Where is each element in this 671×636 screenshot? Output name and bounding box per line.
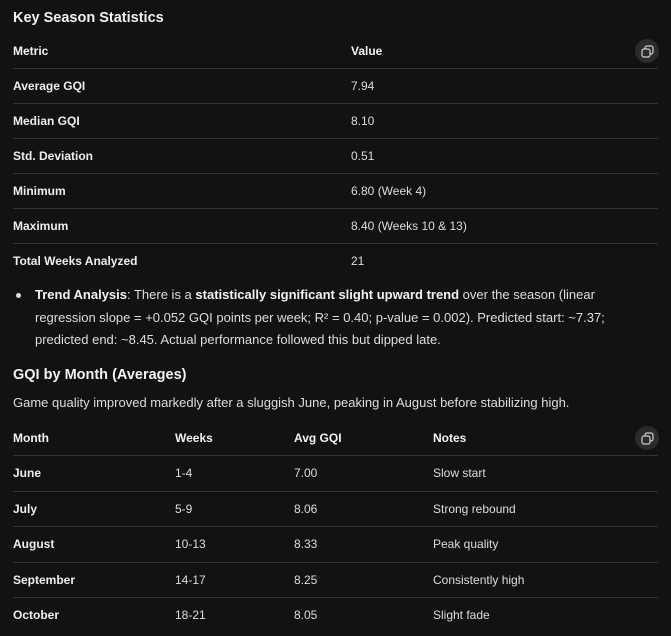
notes-cell: Peak quality (433, 537, 499, 551)
avg-gqi-cell: 7.00 (294, 466, 318, 480)
notes-cell: Slight fade (433, 608, 490, 622)
value-cell: 6.80 (Week 4) (351, 184, 427, 198)
table-row (13, 69, 658, 104)
trend-text-2: over the season (linear regression slope = +0.052 GQI points per week; R² = 0.40; p-value = 0.002). Predicted start: ~7.37; predicted end: ~8.45. Actual performance followed this but dipped late. (35, 287, 605, 347)
metric-cell: Maximum (13, 219, 69, 233)
value-cell: 7.94 (351, 79, 375, 93)
table-row (13, 174, 658, 209)
value-cell: 8.10 (351, 114, 375, 128)
month-table (13, 421, 658, 633)
copy-table-button[interactable] (635, 39, 659, 63)
trend-emphasis: statistically significant slight upward trend (195, 287, 460, 302)
notes-cell: Consistently high (433, 572, 525, 587)
copy-table-button[interactable] (635, 426, 659, 450)
table-row (13, 139, 658, 174)
copy-icon (641, 432, 654, 445)
weeks-cell: 14-17 (175, 572, 206, 587)
column-header-metric: Metric (13, 44, 49, 58)
weeks-cell: 5-9 (175, 501, 193, 516)
table-row (13, 104, 658, 139)
trend-analysis-bullet (13, 284, 653, 352)
month-cell: September (13, 572, 76, 587)
column-header-value: Value (351, 44, 383, 58)
table-row (13, 456, 658, 492)
trend-text-1: : There is a (127, 287, 196, 302)
table-row (13, 598, 658, 633)
month-cell: July (13, 501, 38, 516)
metric-cell: Total Weeks Analyzed (13, 254, 138, 268)
column-header-weeks: Weeks (175, 431, 213, 445)
trend-label: Trend Analysis (35, 287, 127, 302)
notes-cell: Strong rebound (433, 501, 516, 516)
month-cell: June (13, 466, 42, 480)
column-header-avg-gqi: Avg GQI (294, 431, 342, 445)
bullet-icon (16, 293, 21, 298)
value-cell: 21 (351, 254, 365, 268)
avg-gqi-cell: 8.33 (294, 537, 318, 551)
column-header-notes: Notes (433, 431, 467, 445)
table-row (13, 209, 658, 244)
table-row (13, 492, 658, 528)
value-cell: 8.40 (Weeks 10 & 13) (351, 219, 467, 233)
table-row (13, 527, 658, 563)
avg-gqi-cell: 8.25 (294, 572, 318, 587)
column-header-month: Month (13, 431, 49, 445)
month-description: Game quality improved markedly after a sluggish June, peaking in August before stabilizing high. (13, 395, 570, 410)
notes-cell: Slow start (433, 466, 486, 480)
stats-heading: Key Season Statistics (13, 10, 164, 26)
metric-cell: Average GQI (13, 79, 86, 93)
avg-gqi-cell: 8.05 (294, 608, 318, 622)
table-header-row (13, 34, 658, 69)
month-cell: August (13, 537, 55, 551)
copy-icon (641, 45, 654, 58)
weeks-cell: 1-4 (175, 466, 193, 480)
metric-cell: Median GQI (13, 114, 80, 128)
table-row (13, 563, 658, 599)
stats-table (13, 34, 658, 278)
value-cell: 0.51 (351, 149, 375, 163)
avg-gqi-cell: 8.06 (294, 501, 318, 516)
month-cell: October (13, 608, 60, 622)
table-row (13, 244, 658, 278)
weeks-cell: 18-21 (175, 608, 206, 622)
metric-cell: Minimum (13, 184, 66, 198)
table-header-row (13, 421, 658, 456)
weeks-cell: 10-13 (175, 537, 206, 551)
month-heading: GQI by Month (Averages) (13, 367, 187, 383)
metric-cell: Std. Deviation (13, 149, 94, 163)
trend-analysis-text (35, 284, 653, 352)
